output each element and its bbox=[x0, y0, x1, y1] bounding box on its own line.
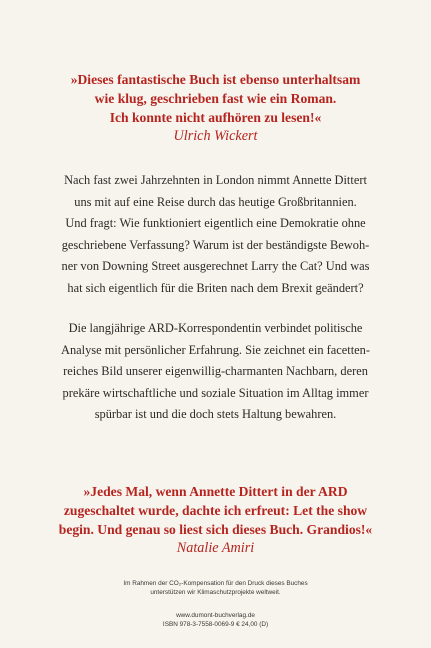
blurb-paragraph-1 bbox=[40, 170, 391, 300]
endorsement-quote-bottom bbox=[40, 482, 391, 558]
blurb-line: prekäre wirtschaftliche und soziale Situation im Alltag immer bbox=[62, 385, 369, 400]
blurb-paragraph-2 bbox=[40, 318, 391, 426]
publisher-info bbox=[60, 611, 371, 630]
quote-line: wie klug, geschrieben fast wie ein Roman. bbox=[94, 91, 337, 106]
quote-author: Ulrich Wickert bbox=[173, 128, 258, 144]
blurb-line: Nach fast zwei Jahrzehnten in London nimmt Annette Dittert bbox=[64, 173, 367, 187]
blurb-line: spürbar ist und die doch stets Haltung bewahren. bbox=[94, 407, 337, 422]
quote-author: Natalie Amiri bbox=[176, 540, 255, 556]
publisher-website: www.dumont-buchverlag.de bbox=[176, 612, 255, 619]
blurb-line: Und fragt: Wie funktioniert eigentlich eine Demokratie ohne bbox=[65, 216, 366, 231]
blurb-line: geschriebene Verfassung? Warum ist der beständigste Bewoh- bbox=[61, 237, 370, 252]
blurb-line: uns mit auf eine Reise durch das heutige Großbritannien. bbox=[74, 194, 357, 209]
blurb-line: Analyse mit persönlicher Erfahrung. Sie zeichnet ein facetten- bbox=[61, 342, 370, 357]
endorsement-quote-top bbox=[40, 70, 391, 146]
co2-notice bbox=[60, 579, 371, 598]
blurb-line: hat sich eigentlich für die Briten nach dem Brexit geändert? bbox=[67, 280, 364, 295]
co2-notice-line: Im Rahmen der CO₂-Kompensation für den Druck dieses Buches bbox=[123, 580, 308, 587]
co2-notice-line: unterstützen wir Klimaschutzprojekte weltweit. bbox=[150, 589, 281, 597]
blurb-line: reiches Bild unserer eigenwillig-charmanten Nachbarn, deren bbox=[63, 364, 368, 379]
quote-line: Ich konnte nicht aufhören zu lesen!« bbox=[109, 110, 322, 125]
isbn-price: ISBN 978-3-7558-0069-9 € 24,00 (D) bbox=[162, 621, 269, 629]
quote-line: »Jedes Mal, wenn Annette Dittert in der ARD bbox=[83, 484, 348, 499]
quote-line: zugeschaltet wurde, dachte ich erfreut: Let the show bbox=[63, 503, 368, 518]
quote-line: »Dieses fantastische Buch ist ebenso unterhaltsam bbox=[70, 72, 361, 87]
blurb-line: ner von Downing Street ausgerechnet Larry the Cat? Und was bbox=[61, 259, 370, 274]
quote-line: begin. Und genau so liest sich dieses Buch. Grandios!« bbox=[58, 522, 373, 537]
blurb-line: Die langjährige ARD-Korrespondentin verbindet politische bbox=[68, 321, 363, 335]
